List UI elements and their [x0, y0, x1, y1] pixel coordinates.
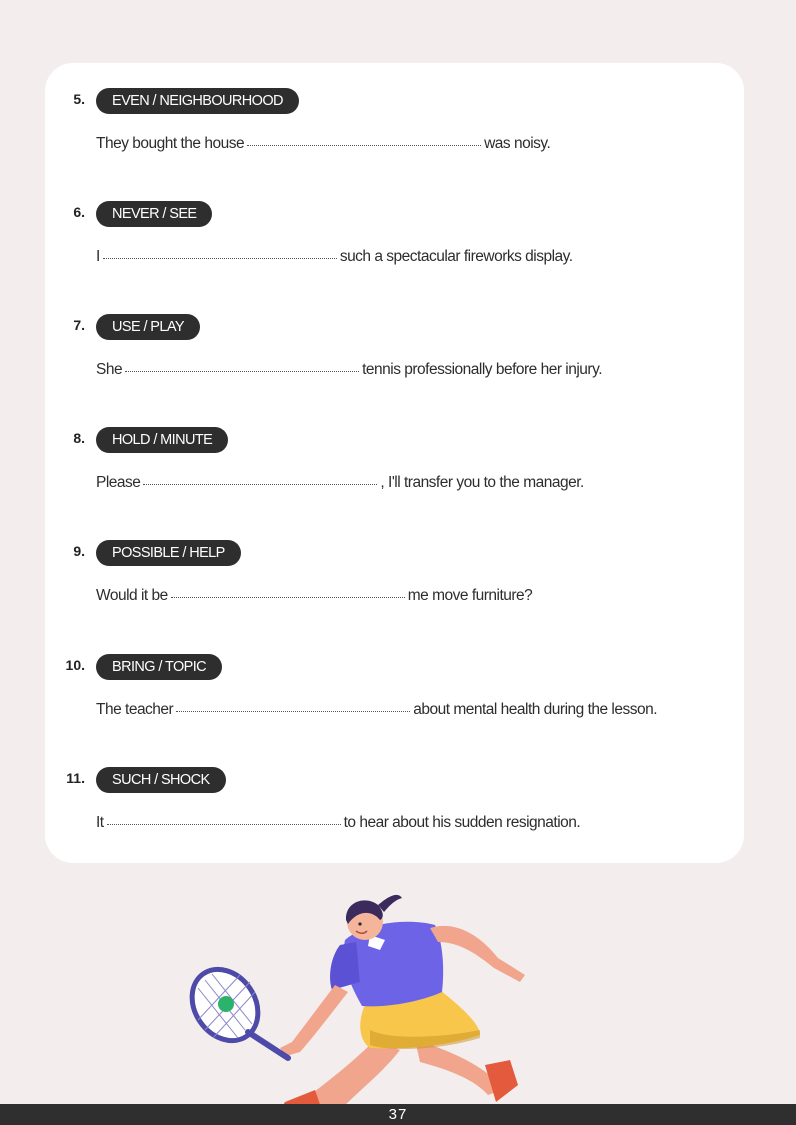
exercise-item-11: [45, 742, 744, 855]
item-number: 6.: [73, 204, 85, 220]
answer-blank[interactable]: [176, 710, 410, 712]
tennis-player-illustration: [180, 880, 540, 1110]
item-number: 7.: [73, 317, 85, 333]
page-number: 37: [388, 1106, 408, 1123]
sentence-end: was noisy.: [484, 135, 551, 152]
item-number: 8.: [73, 430, 85, 446]
exercise-item-10: [45, 629, 744, 742]
answer-blank[interactable]: [125, 370, 359, 372]
tennis-player-icon: [180, 880, 540, 1110]
sentence: [96, 248, 573, 266]
sentence-start: It: [96, 814, 104, 831]
sentence-start: She: [96, 361, 123, 378]
sentence-start: I: [96, 248, 100, 265]
exercise-item-8: [45, 402, 744, 515]
sentence: [96, 587, 532, 605]
item-number: 5.: [73, 91, 85, 107]
prompt-pill: NEVER / SEE: [96, 201, 212, 227]
sentence: [96, 361, 602, 379]
sentence-end: me move furniture?: [407, 587, 533, 604]
sentence: [96, 814, 580, 832]
item-number: 9.: [73, 543, 85, 559]
sentence-start: Would it be: [96, 587, 168, 604]
answer-blank[interactable]: [171, 596, 405, 598]
exercise-card: [45, 63, 744, 863]
answer-blank[interactable]: [143, 483, 377, 485]
page-footer: [0, 1104, 796, 1125]
sentence: [96, 701, 657, 719]
answer-blank[interactable]: [247, 144, 481, 146]
exercise-item-5: [45, 63, 744, 176]
sentence: [96, 474, 584, 492]
prompt-pill: BRING / TOPIC: [96, 654, 222, 680]
item-number: 11.: [66, 770, 85, 786]
answer-blank[interactable]: [103, 257, 337, 259]
item-number: 10.: [65, 657, 85, 673]
prompt-pill: SUCH / SHOCK: [96, 767, 226, 793]
exercise-item-9: [45, 515, 744, 628]
sentence-end: , I'll transfer you to the manager.: [380, 474, 584, 491]
sentence-start: The teacher: [96, 701, 174, 718]
prompt-pill: EVEN / NEIGHBOURHOOD: [96, 88, 299, 114]
sentence-start: Please: [96, 474, 141, 491]
sentence-end: about mental health during the lesson.: [413, 701, 658, 718]
sentence-end: such a spectacular fireworks display.: [339, 248, 573, 265]
sentence: [96, 135, 550, 153]
prompt-pill: USE / PLAY: [96, 314, 200, 340]
prompt-pill: POSSIBLE / HELP: [96, 540, 241, 566]
answer-blank[interactable]: [107, 823, 341, 825]
sentence-end: to hear about his sudden resignation.: [343, 814, 581, 831]
prompt-pill: HOLD / MINUTE: [96, 427, 228, 453]
exercise-item-6: [45, 176, 744, 289]
sentence-end: tennis professionally before her injury.: [362, 361, 602, 378]
sentence-start: They bought the house: [96, 135, 245, 152]
exercise-item-7: [45, 289, 744, 402]
